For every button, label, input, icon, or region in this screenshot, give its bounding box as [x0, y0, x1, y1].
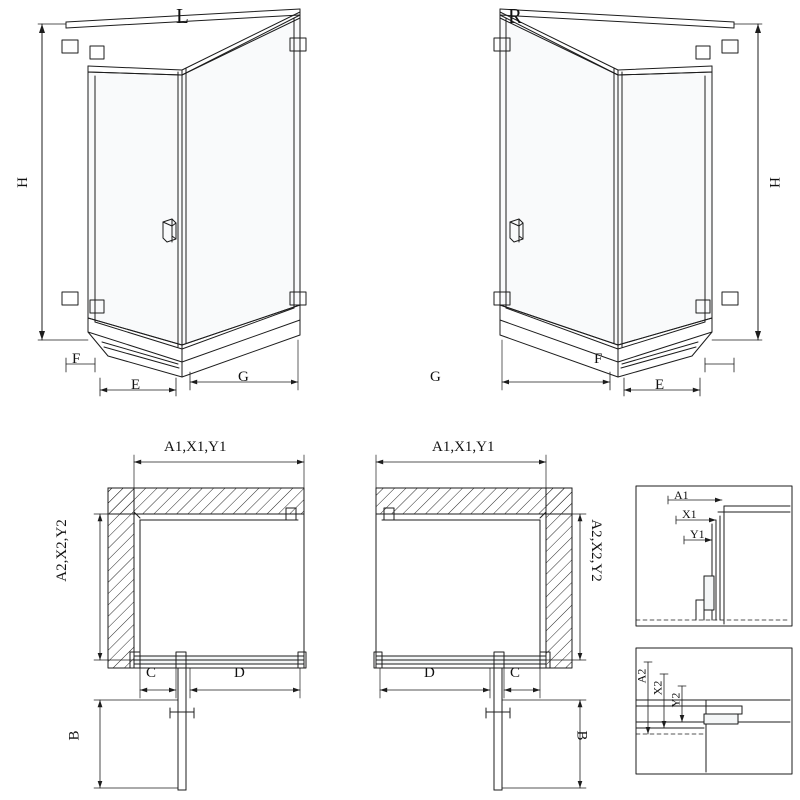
detail-top-dim-x1: X1: [682, 507, 697, 521]
detail-top-dim-a1: A1: [674, 488, 689, 502]
plan-right-dim-d: D: [424, 665, 435, 681]
iso-view-left: [38, 9, 306, 396]
plan-right-dim-top: A1,X1,Y1: [432, 439, 495, 455]
iso-view-right: [494, 9, 762, 396]
detail-bottom-dim-x2: X2: [650, 680, 665, 696]
plan-left-dim-side: A2,X2,Y2: [53, 519, 70, 582]
iso-right-label: R: [508, 4, 523, 28]
plan-right-dim-c: C: [510, 665, 521, 681]
iso-right-dim-f: F: [594, 351, 603, 367]
plan-left-dim-b: B: [66, 730, 83, 741]
plan-right-dim-b: B: [573, 730, 590, 741]
iso-left-label: L: [176, 4, 189, 28]
detail-view-top: [636, 486, 792, 626]
iso-right-dim-height: H: [765, 177, 782, 188]
iso-left-dim-height: H: [14, 177, 31, 188]
detail-bottom-dim-a2: A2: [634, 668, 649, 684]
plan-view-left: [94, 455, 306, 790]
iso-right-dim-e: E: [655, 377, 665, 393]
detail-top-dim-y1: Y1: [690, 527, 705, 541]
iso-left-dim-f: F: [72, 351, 81, 367]
detail-view-bottom: [636, 648, 792, 774]
plan-view-right: [374, 455, 586, 790]
plan-left-dim-top: A1,X1,Y1: [164, 439, 227, 455]
iso-left-dim-e: E: [131, 377, 141, 393]
iso-right-dim-g: G: [430, 369, 441, 385]
plan-left-dim-c: C: [146, 665, 157, 681]
detail-bottom-dim-y2: Y2: [668, 692, 683, 708]
plan-right-dim-side: A2,X2,Y2: [587, 519, 604, 582]
iso-left-dim-g: G: [238, 369, 249, 385]
plan-left-dim-d: D: [234, 665, 245, 681]
